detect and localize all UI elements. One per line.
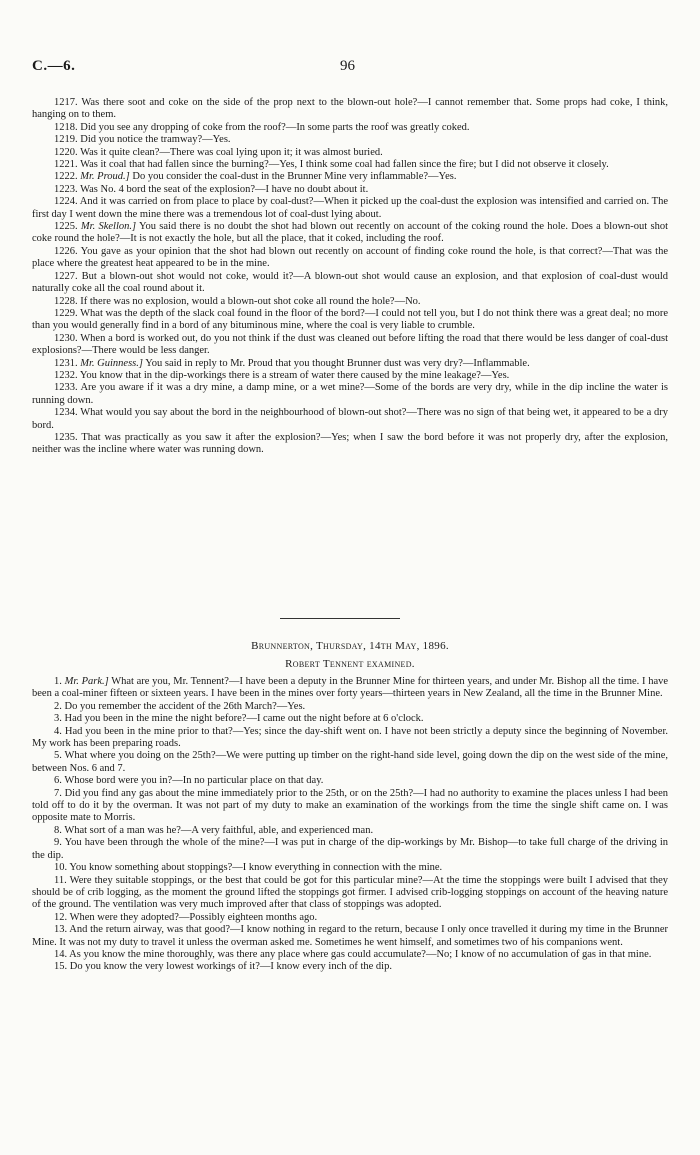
question-number: 1221.	[54, 159, 78, 171]
question-answer-text: You said in reply to Mr. Proud that you thought Brunner dust was very dry?—Inflammable.	[145, 357, 530, 369]
question-answer-text: You said there is no doubt the shot had blown out recently on account of the coking round the hole. Does a blown-out shot coke round the hole?—It is not exactly the hole, but all the place, that it coked, including the roof.	[32, 221, 668, 245]
question-answer-text: Had you been in the mine the night before?—I came out the night before at 6 o'clock.	[64, 713, 424, 725]
question-number: 1233.	[54, 382, 78, 394]
speaker-name: Mr. Park.]	[64, 676, 109, 687]
testimony-paragraph	[32, 246, 668, 271]
question-answer-text: Was there soot and coke on the side of the prop next to the blown-out hole?—I cannot remember that. Some props had coke, I think, hanging on to them.	[32, 97, 668, 121]
speaker-name: Mr. Proud.]	[80, 171, 130, 183]
question-answer-text: And the return airway, was that good?—I know nothing in regard to the return, because I only once travelled it during my time in the Brunner Mine. It was not my duty to travel it unless the overman asked me. Sometimes he went himself, and sometimes two of his companions went.	[32, 924, 669, 948]
question-answer-text: Are you aware if it was a dry mine, a damp mine, or a wet mine?—Some of the bords are very dry, while in the dip incline the water is running down.	[32, 382, 669, 406]
question-answer-text: When were they adopted?—Possibly eighteen months ago.	[69, 911, 318, 923]
question-number: 4.	[54, 725, 62, 737]
question-number: 10.	[54, 862, 68, 874]
testimony-paragraph	[32, 134, 668, 146]
question-number: 3.	[54, 713, 62, 725]
question-number: 11.	[54, 874, 67, 886]
testimony-paragraph	[32, 924, 668, 949]
testimony-paragraph	[32, 296, 668, 308]
question-number: 1226.	[54, 245, 78, 257]
question-answer-text: Did you see any dropping of coke from the roof?—In some parts the roof was greatly coked.	[80, 121, 470, 133]
testimony-paragraph	[32, 750, 668, 775]
testimony-paragraph	[32, 97, 668, 122]
testimony-paragraph	[32, 196, 668, 221]
testimony-paragraph	[32, 788, 668, 825]
question-number: 9.	[54, 837, 62, 849]
question-number: 8.	[54, 824, 62, 836]
testimony-paragraph	[32, 358, 668, 370]
section-divider	[280, 618, 400, 619]
question-answer-text: Do you remember the accident of the 26th March?—Yes.	[64, 700, 306, 712]
question-number: 1220.	[54, 146, 78, 158]
witness-heading: Robert Tennent examined.	[285, 658, 415, 670]
question-number: 6.	[54, 775, 62, 787]
testimony-paragraph	[32, 775, 668, 787]
question-number: 12.	[54, 911, 68, 923]
testimony-paragraph	[32, 171, 668, 183]
section-place-date: Brunnerton, Thursday, 14th May, 1896.	[251, 640, 449, 652]
question-answer-text: And it was carried on from place to place by coal-dust?—When it picked up the coal-dust the explosion was intensified and carried on. The first day I went down the mine there was a tremendous lot of coal-dust lying about.	[32, 196, 668, 220]
question-number: 1218.	[54, 121, 78, 133]
question-number: 1229.	[54, 307, 78, 319]
question-number: 1232.	[54, 369, 78, 381]
testimony-paragraph	[32, 184, 668, 196]
testimony-paragraph	[32, 370, 668, 382]
page-number: 96	[340, 58, 355, 74]
testimony-paragraph	[32, 949, 668, 961]
question-answer-text: But a blown-out shot would not coke, would it?—A blown-out shot would cause an explosion, and that explosion of coal-dust would naturally coke all the coal round about it.	[32, 270, 669, 295]
question-answer-text: Were they suitable stoppings, or the best that could be got for this particular mine?—At the time the stoppings were built I advised that they should be of crib logging, as the moment the ground lifted the stoppings got firmer. I advised crib-logging stoppings on account of the heaving nature of the ground. The ventilation was very much improved after that class of stoppings was adopted.	[32, 874, 669, 911]
testimony-paragraph	[32, 407, 668, 432]
testimony-paragraph	[32, 159, 668, 171]
testimony-paragraph	[32, 271, 668, 296]
testimony-paragraph	[32, 432, 668, 457]
question-answer-text: Did you find any gas about the mine immediately prior to the 25th, or on the 25th?—I had no authority to examine the places unless I had been told off to do it by the overman. It was not part of my duty to make an examination of the workings from the time the single shift came on. I was opposite mate to Morris.	[32, 787, 669, 824]
question-number: 1230.	[54, 332, 78, 344]
question-number: 1234.	[54, 407, 78, 419]
question-answer-text: Was No. 4 bord the seat of the explosion?—I have no doubt about it.	[80, 183, 369, 195]
question-answer-text: Do you consider the coal-dust in the Brunner Mine very inflammable?—Yes.	[132, 171, 457, 183]
testimony-paragraph	[32, 221, 668, 246]
testimony-paragraph	[32, 726, 668, 751]
question-answer-text: Do you know the very lowest workings of it?—I know every inch of the dip.	[69, 961, 392, 973]
question-number: 1227.	[54, 270, 78, 282]
testimony-paragraph	[32, 333, 668, 358]
question-answer-text: What sort of a man was he?—A very faithful, able, and experienced man.	[64, 824, 374, 836]
question-answer-text: What are you, Mr. Tennent?—I have been a deputy in the Brunner Mine for thirteen years, and under Mr. Bishop all the time. I have been a coal-miner fifteen or sixteen years. I have been in the mines over forty years—thirteen years in New Zealand, all the time in the Brunner Mine.	[32, 676, 669, 700]
testimony-paragraph	[32, 147, 668, 159]
question-answer-text: If there was no explosion, would a blown-out shot coke all round the hole?—No.	[80, 295, 421, 307]
question-answer-text: What would you say about the bord in the neighbourhood of blown-out shot?—There was no sign of that being wet, it appeared to be a dry bord.	[32, 407, 669, 431]
testimony-paragraph	[32, 961, 668, 973]
testimony-paragraph	[32, 122, 668, 134]
speaker-name: Mr. Skellon.]	[80, 221, 137, 233]
document-reference: C.—6.	[32, 58, 76, 74]
question-answer-text: You gave as your opinion that the shot had blown out recently on account of finding coke round the hole, is that correct?—That was the place where the greatest heat appeared to be in the mine.	[32, 245, 668, 270]
question-number: 1228.	[54, 295, 78, 307]
question-answer-text: That was practically as you saw it after the explosion?—Yes; when I saw the bord before it was not properly dry, after the explosion, neither was the incline where water was running down.	[32, 431, 668, 456]
question-number: 15.	[54, 961, 68, 973]
question-number: 1223.	[54, 183, 78, 195]
question-number: 1219.	[54, 134, 78, 146]
speaker-name: Mr. Guinness.]	[80, 357, 143, 369]
testimony-paragraph	[32, 676, 668, 701]
question-answer-text: You know that in the dip-workings there is a stream of water there caused by the mine leakage?—Yes.	[79, 369, 510, 381]
question-number: 2.	[54, 700, 62, 712]
testimony-paragraph	[32, 837, 668, 862]
question-number: 5.	[54, 750, 62, 762]
question-answer-text: What was the depth of the slack coal found in the floor of the bord?—I could not tell you, but I do not think there was a great deal; no more than you would generally find in a bord of any bituminous mine, where the coal is very liable to crumble.	[32, 307, 669, 332]
question-number: 1222.	[54, 171, 78, 183]
question-answer-text: As you know the mine thoroughly, was there any place where gas could accumulate?—No; I know of no accumulation of gas in that mine.	[69, 948, 652, 960]
question-number: 13.	[54, 924, 68, 936]
question-answer-text: You know something about stoppings?—I know everything in connection with the mine.	[69, 862, 443, 874]
question-answer-text: Whose bord were you in?—In no particular place on that day.	[64, 775, 324, 787]
question-number: 1225.	[54, 221, 78, 233]
question-number: 1217.	[54, 97, 78, 108]
question-number: 1224.	[54, 196, 78, 208]
question-answer-text: When a bord is worked out, do you not think if the dust was cleaned out before lifting the road that there would be less danger of coal-dust explosions?—There would be less danger.	[32, 332, 668, 357]
question-answer-text: Did you notice the tramway?—Yes.	[80, 134, 231, 146]
question-number: 1231.	[54, 357, 78, 369]
question-number: 7.	[54, 787, 62, 799]
testimony-paragraph	[32, 382, 668, 407]
testimony-block-1	[32, 97, 668, 457]
testimony-paragraph	[32, 875, 668, 912]
page-header	[32, 58, 668, 80]
question-number: 1235.	[54, 431, 78, 443]
testimony-paragraph	[32, 713, 668, 725]
testimony-paragraph	[32, 862, 668, 874]
question-answer-text: Had you been in the mine prior to that?—Yes; since the day-shift went on. I have not been strictly a deputy since the beginning of November. My work has been preparing roads.	[32, 725, 669, 750]
question-number: 14.	[54, 948, 68, 960]
question-answer-text: You have been through the whole of the mine?—I was put in charge of the dip-workings by Mr. Bishop—to take full charge of the driving in the dip.	[32, 837, 668, 861]
testimony-paragraph	[32, 825, 668, 837]
testimony-paragraph	[32, 701, 668, 713]
testimony-block-2	[32, 676, 668, 974]
question-answer-text: What where you doing on the 25th?—We were putting up timber on the right-hand side level, going down the dip on the west side of the mine, between Nos. 6 and 7.	[32, 750, 668, 774]
question-answer-text: Was it coal that had fallen since the burning?—Yes, I think some coal had fallen since the fire; but I did not observe it closely.	[80, 159, 609, 171]
testimony-paragraph	[32, 912, 668, 924]
question-number: 1.	[54, 676, 62, 687]
question-answer-text: Was it quite clean?—There was coal lying upon it; it was almost buried.	[80, 146, 383, 158]
testimony-paragraph	[32, 308, 668, 333]
